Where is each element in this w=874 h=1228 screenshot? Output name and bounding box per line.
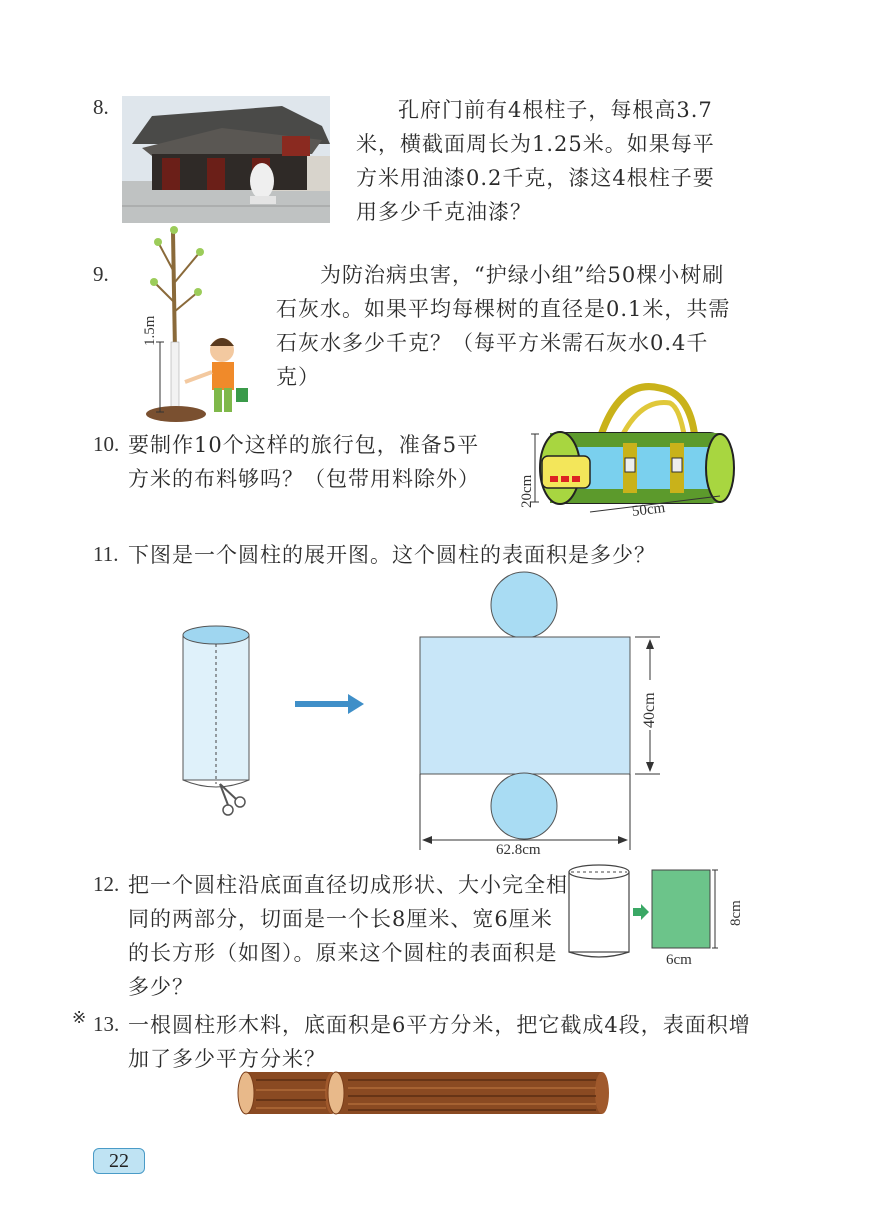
net-width-label: 62.8cm	[496, 842, 541, 858]
page-number: 22	[93, 1148, 145, 1174]
problem-9-number: 9.	[93, 262, 109, 286]
net-height-label: 40cm	[641, 692, 658, 728]
cut-cylinder-diagram	[565, 862, 735, 962]
problem-9-text: 为防治病虫害，“护绿小组”给50棵小树刷石灰水。如果平均每棵树的直径是0.1米，共需石灰水多少千克？（每平方米需石灰水0.4千克）	[276, 263, 731, 389]
tree-height-label: 1.5m	[142, 315, 158, 346]
problem-11-number: 11.	[93, 542, 119, 566]
problem-11-text: 下图是一个圆柱的展开图。这个圆柱的表面积是多少？	[128, 543, 656, 567]
problem-10-number: 10.	[93, 432, 120, 456]
rect-height-label: 8cm	[728, 900, 744, 926]
problem-13-marker: ※	[72, 1008, 87, 1027]
cylinder-net-diagram	[170, 570, 690, 860]
confucius-mansion-photo	[122, 96, 330, 223]
problem-13-number: 13.	[93, 1012, 120, 1036]
problem-12-text: 把一个圆柱沿底面直径切成形状、大小完全相同的两部分，切面是一个长8厘米、宽6厘米的长方形（如图）。原来这个圆柱的表面积是多少？	[128, 873, 568, 999]
problem-8-text: 孔府门前有4根柱子，每根高3.7米，横截面周长为1.25米。如果每平方米用油漆0.2千克，漆这4根柱子要用多少千克油漆？	[356, 98, 715, 224]
problem-10-text: 要制作10个这样的旅行包，准备5平方米的布料够吗？（包带用料除外）	[128, 433, 480, 491]
bag-length-label: 50cm	[631, 500, 667, 520]
bag-height-label: 20cm	[519, 474, 535, 508]
rect-width-label: 6cm	[666, 952, 692, 968]
problem-12-number: 12.	[93, 872, 120, 896]
travel-bag-illustration	[520, 378, 745, 523]
problem-8-number: 8.	[93, 95, 109, 119]
wood-log-illustration	[236, 1068, 614, 1118]
problem-13-text: 一根圆柱形木料，底面积是6平方分米，把它截成4段，表面积增加了多少平方分米？	[128, 1013, 751, 1071]
